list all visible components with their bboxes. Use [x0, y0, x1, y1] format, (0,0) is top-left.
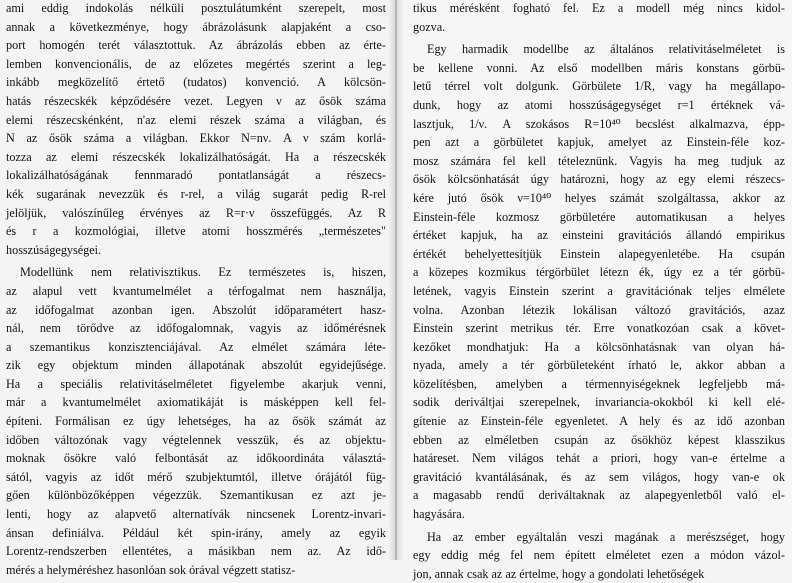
text-line: pen azt a görbületet kapjuk, amelyet az Einstein-féle koz-: [413, 135, 785, 150]
right-text-column: [413, 0, 785, 583]
left-page: [0, 0, 396, 577]
right-page: [396, 0, 792, 581]
text-line: be kellene vonni. Az első modellben máris konstans görbü-: [413, 60, 785, 75]
text-line: Modellünk nem relativisztikus. Ez természetes is, hiszen,: [20, 265, 386, 280]
text-line: tozza az elemi részecskék lokalizálhatóságát. Ha a részecskék: [6, 149, 386, 164]
text-line: már a kvantumelmélet axiomatikáját is másképpen kell fel-: [6, 395, 386, 410]
text-line: a magasabb rendű deriváltaknak az alapegyenletből való el-: [413, 488, 785, 503]
text-line: ánsan definiálva. Például két spin-irány, amely az egyik: [6, 525, 386, 540]
text-line: Egy harmadik modellbe az általános relativitáselméletet is: [427, 42, 785, 57]
text-line: moknak ősökre való felbontását az időkoordináta választá-: [6, 451, 386, 466]
right-paragraph-1: [413, 0, 785, 36]
text-line: N az ősök száma a világban. Ekkor N=nν. A ν szám korlá-: [6, 131, 386, 146]
text-line: lenti, hogy az alapvető alternatívák nincsenek Lorentz-invari-: [6, 507, 386, 522]
text-line: kére jutó ősök ν=10⁴⁰ helyes számát szolgáltassa, akkor az: [413, 190, 785, 205]
text-line: ősök kölcsönhatását úgy határozni, hogy az egy elemi részecs-: [413, 172, 785, 187]
text-line: zik egy objektum minden állapotának abszolút egyidejűsége.: [6, 358, 386, 373]
right-paragraph-2: [413, 40, 785, 523]
text-line: Einstein szerint metrikus tér. Erre vonatkozóan csak a követ-: [413, 321, 785, 336]
text-line: hosszúságegységei.: [6, 242, 102, 257]
text-line: értéket kapjuk, ha az einsteini gravitációs állandó empirikus: [413, 228, 785, 243]
text-line: ami eddig indokolás nélküli posztulátumként szerepelt, most: [6, 1, 386, 15]
text-line: határeset. Nem világos tehát a priori, hogy van-e értelme a: [413, 451, 785, 466]
text-line: ebben az elméletben csupán az ősökhöz képest klasszikus: [413, 432, 785, 447]
left-text-column: [6, 0, 386, 579]
text-line: lasztjuk, 1/ν. A szokásos R=10⁴⁰ becslést alkalmazva, épp-: [413, 116, 785, 131]
text-line: lokalizálhatóságának fennmaradó pontatlanságát a részecs-: [6, 168, 386, 183]
text-line: időben változónak vagy végtelennek vesszük, és az objektu-: [6, 432, 386, 447]
text-line: Lorentz-rendszerben ellentétes, a másikban nem az. Az idő-: [6, 544, 386, 559]
text-line: jelöljük, valószínűleg érvényes az R=r·ν összefüggés. Az R: [6, 205, 386, 220]
text-line: sodik deriváltjai szerepelnek, invariancia-okokból ki kell elé-: [413, 395, 785, 410]
text-line: építeni. Formálisan ez úgy lehetséges, ha az ősök számát az: [6, 414, 386, 429]
text-line: annak a következménye, hogy ábrázolásunk alapjaként a cso-: [6, 19, 386, 34]
text-line: egy eddig még fel nem épített elméletet ezen a módon vázol-: [413, 548, 785, 563]
text-line: a szemantikus konzisztenciájával. Az elmélet számára léte-: [6, 339, 386, 354]
text-line: hagyására.: [413, 507, 465, 522]
left-paragraph-1: [6, 0, 386, 259]
text-line: az alapul vett kvantumelmélet a térfogalmat nem használja,: [6, 283, 386, 298]
text-line: sától, vagyis az időt mérő szubjektumtól, illetve órájától füg-: [6, 469, 386, 484]
text-line: dunk, hogy az atomi hosszúságegységet r=1 értéknek vá-: [413, 97, 785, 112]
text-line: lemben konvencionális, de az előzetes megértés szerint a leg-: [6, 56, 386, 71]
text-line: gítenie az Einstein-féle egyenletet. A hely és az idő azonban: [413, 414, 785, 429]
text-line: gően különbözőképpen végezzük. Szemantikusan ez azt je-: [6, 488, 386, 503]
text-line: tikus mérésként fogható fel. Ez a modell még nincs kidol-: [413, 1, 785, 15]
text-line: kék sugarának nevezzük és r-rel, a világ sugarát pedig R-rel: [6, 186, 386, 201]
text-line: Ha a speciális relativitáselméletet figyelembe akarjuk venni,: [6, 376, 386, 391]
text-line: a közepes kozmikus térgörbület létezn ék, úgy ez a tér görbü-: [413, 265, 785, 280]
text-line: nál, nem törődve az időfogalomnak, vagyis az időmérésnek: [6, 321, 386, 336]
text-line: gravitáció kvantálásának, és az sem világos, hogy van-e ok: [413, 469, 785, 484]
text-line: és r a kozmológiai, illetve atomi hosszmérés „természetes": [6, 224, 386, 239]
text-line: letének, vagyis Einstein szerint a gravitációnak teljes elmélete: [413, 283, 785, 298]
text-line: mosz számára fel kell tételeznünk. Vagyis ha meg tudjuk az: [413, 153, 785, 168]
text-line: volna. Azonban létezik lokálisan változó gravitációs, azaz: [413, 302, 785, 317]
text-line: kezőket mondhatjuk: Ha a kölcsönhatásnak van olyan há-: [413, 339, 785, 354]
left-paragraph-2: [6, 263, 386, 579]
right-paragraph-3: [413, 528, 785, 583]
text-line: inkább megközelítő értető (tudatos) konvenció. A kölcsön-: [6, 75, 386, 90]
text-line: közelítésben, amelyben a térmennyiségeknek legfeljebb má-: [413, 376, 785, 391]
text-line: Ha az ember egyáltalán veszi magának a merészséget, hogy: [427, 529, 785, 544]
text-line: elemi részecskénként, n'az elemi részek száma a világban, és: [6, 112, 386, 127]
text-line: letű térrel volt dolgunk. Görbülete 1/R, vagy ha megállapo-: [413, 79, 785, 94]
text-line: mérés a helyméréshez hasonlóan sok órával végzett statisz-: [6, 562, 296, 577]
text-line: hatás részecskék képződésére vezet. Legyen ν az ősök száma: [6, 93, 386, 108]
text-line: port homogén terét választottuk. Az ábrázolás ebben az érte-: [6, 38, 386, 53]
text-line: értékét behelyettesítjük Einstein alapegyenletébe. Ha csupán: [413, 246, 785, 261]
text-line: az időfogalmat azonban igen. Abszolút időparamétert hasz-: [6, 302, 386, 317]
text-line: nyada, amely a tér görbületeként írható le, akkor abban a: [413, 358, 785, 373]
text-line: jon, annak csak az az értelme, hogy a gondolati lehetőségek: [413, 566, 705, 581]
text-line: gozva.: [413, 19, 446, 34]
text-line: Einstein-féle kozmosz görbületére automatikusan a helyes: [413, 209, 785, 224]
